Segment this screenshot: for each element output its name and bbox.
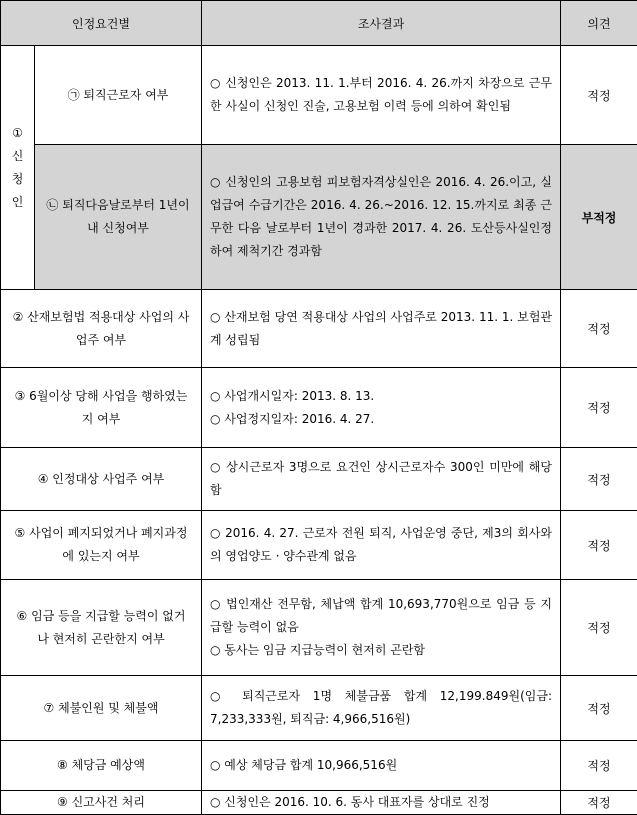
result-cell: ○ 신청인은 2013. 11. 1.부터 2016. 4. 26.까지 차장으로 근무한 사실이 신청인 진술, 고용보험 이력 등에 의하여 확인됨 xyxy=(202,46,561,145)
table-header-row xyxy=(1,1,637,46)
result-cell: ○ 사업개시일자: 2013. 8. 13. ○ 사업정지일자: 2016. 4. 27. xyxy=(202,368,561,448)
criteria-cell: ㉠ 퇴직근로자 여부 xyxy=(35,46,202,145)
criteria-cell: ㉡ 퇴직다음날로부터 1년이내 신청여부 xyxy=(35,145,202,290)
opinion-cell: 적정 xyxy=(561,511,637,580)
result-cell: ○ 퇴직근로자 1명 체불금품 합계 12,199.849원(임금: 7,233,333원, 퇴직금: 4,966,516원) xyxy=(202,676,561,741)
result-cell: ○ 예상 체당금 합계 10,966,516원 xyxy=(202,741,561,791)
result-cell: ○ 상시근로자 3명으로 요건인 상시근로자수 300인 미만에 해당함 xyxy=(202,448,561,511)
result-cell: ○ 신청인의 고용보험 피보험자격상실인은 2016. 4. 26.이고, 실업급여 수급기간은 2016. 4. 26.~2016. 12. 15.까지로 최종 근무한 다음 날로부터 1년이 경과한 2017. 4. 26. 도산등사실인정하여 제척기간 경과함 xyxy=(202,145,561,290)
header-result: 조사결과 xyxy=(202,1,561,46)
table-row xyxy=(1,368,637,448)
criteria-cell: ④ 인정대상 사업주 여부 xyxy=(1,448,202,511)
criteria-cell: ⑨ 신고사건 처리 xyxy=(1,791,202,815)
table-row xyxy=(1,46,637,145)
table-row xyxy=(1,580,637,676)
table-row xyxy=(1,741,637,791)
criteria-cell: ⑥ 임금 등을 지급할 능력이 없거나 현저히 곤란한지 여부 xyxy=(1,580,202,676)
result-cell: ○ 신청인은 2016. 10. 6. 동사 대표자를 상대로 진정 xyxy=(202,791,561,815)
group-label-applicant: ① 신 청 인 xyxy=(1,46,35,290)
table-row xyxy=(1,448,637,511)
table-row xyxy=(1,676,637,741)
opinion-cell: 적정 xyxy=(561,46,637,145)
header-criteria: 인정요건별 xyxy=(1,1,202,46)
opinion-cell: 적정 xyxy=(561,290,637,368)
result-cell: ○ 산재보험 당연 적용대상 사업의 사업주로 2013. 11. 1. 보험관계 성립됨 xyxy=(202,290,561,368)
criteria-cell: ⑧ 체당금 예상액 xyxy=(1,741,202,791)
table-row xyxy=(1,145,637,290)
criteria-cell: ⑤ 사업이 폐지되었거나 폐지과정에 있는지 여부 xyxy=(1,511,202,580)
result-cell: ○ 2016. 4. 27. 근로자 전원 퇴직, 사업운영 중단, 제3의 회사와의 영업양도 · 양수관계 없음 xyxy=(202,511,561,580)
result-cell: ○ 법인재산 전무함, 체납액 합계 10,693,770원으로 임금 등 지급할 능력이 없음 ○ 동사는 임금 지급능력이 현저히 곤란함 xyxy=(202,580,561,676)
criteria-cell: ⑦ 체불인원 및 체불액 xyxy=(1,676,202,741)
opinion-cell: 적정 xyxy=(561,580,637,676)
opinion-cell: 적정 xyxy=(561,448,637,511)
opinion-cell: 적정 xyxy=(561,368,637,448)
header-opinion: 의견 xyxy=(561,1,637,46)
table-row xyxy=(1,290,637,368)
table-row xyxy=(1,791,637,815)
opinion-cell: 적정 xyxy=(561,676,637,741)
opinion-cell: 부적정 xyxy=(561,145,637,290)
opinion-cell: 적정 xyxy=(561,741,637,791)
table-row xyxy=(1,511,637,580)
criteria-cell: ② 산재보험법 적용대상 사업의 사업주 여부 xyxy=(1,290,202,368)
criteria-cell: ③ 6월이상 당해 사업을 행하였는지 여부 xyxy=(1,368,202,448)
opinion-cell: 적정 xyxy=(561,791,637,815)
